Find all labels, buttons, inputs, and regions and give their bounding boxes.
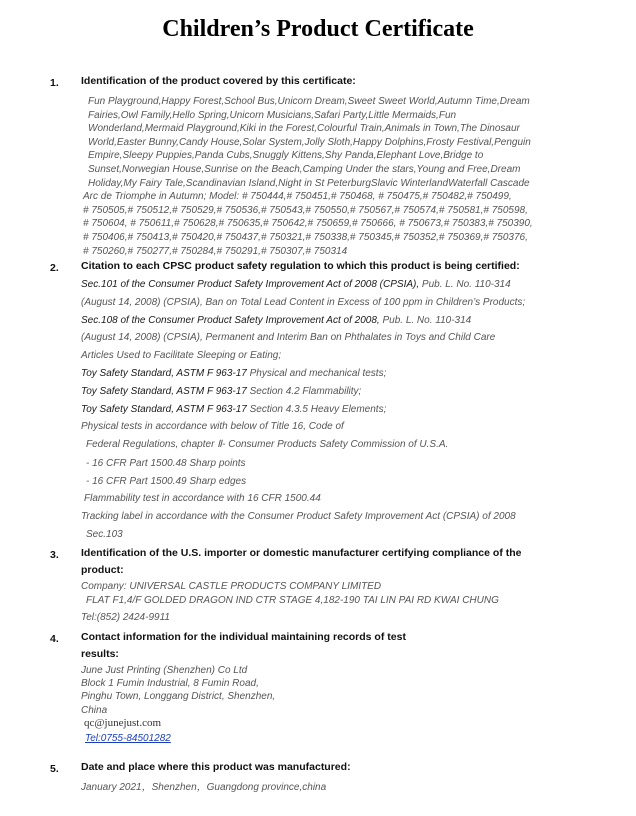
regulation-line: Toy Safety Standard, ASTM F 963-17 Section 4.2 Flammability; xyxy=(81,386,362,397)
regulation-line: Tracking label in accordance with the Consumer Product Safety Improvement Act (CPSIA) of 2008 xyxy=(81,511,516,522)
product-line: Fun Playground,Happy Forest,School Bus,Unicorn Dream,Sweet Sweet World,Autumn Time,Dream xyxy=(88,96,530,107)
model-line: # 750406,# 750413,# 750420,# 750437,# 750321,# 750338,# 750345,# 750352,# 750369,# 750376, xyxy=(83,231,528,243)
regulation-line: Toy Safety Standard, ASTM F 963-17 Physical and mechanical tests; xyxy=(81,368,387,379)
section-1-number: 1. xyxy=(50,77,59,89)
manufacture-date-place: January 2021，Shenzhen，Guangdong province,china xyxy=(81,782,327,793)
section-1-product-list xyxy=(83,95,608,258)
regulation-line: (August 14, 2008) (CPSIA), Ban on Total Lead Content in Excess of 100 ppm in Children’s Products; xyxy=(81,297,526,308)
regulation-line: Sec.108 of the Consumer Product Safety Improvement Act of 2008, Pub. L. No. 110-314 xyxy=(81,315,472,326)
section-4-number: 4. xyxy=(50,633,59,645)
contact-line: Block 1 Fumin Industrial, 8 Fumin Road, xyxy=(81,678,259,689)
section-4-heading: Contact information for the individual maintaining records of test results: xyxy=(81,631,406,660)
product-line: Wonderland,Mermaid Playground,Kiki in the Forest,Colourful Train,Animals in Town,The Dinosaur xyxy=(88,123,520,135)
model-line: # 750604, # 750611,# 750628,# 750635,# 750642,# 750659,# 750666, # 750673,# 750383,# 750390, xyxy=(83,218,533,230)
section-3-number: 3. xyxy=(50,549,59,561)
regulation-line: - 16 CFR Part 1500.48 Sharp points xyxy=(86,458,246,469)
section-5-heading: Date and place where this product was manufactured: xyxy=(81,761,351,773)
regulation-line: Sec.101 of the Consumer Product Safety Improvement Act of 2008 (CPSIA), Pub. L. No. 110-314 xyxy=(81,279,511,290)
contact-email: qc@junejust.com xyxy=(84,717,162,729)
product-line: Fairies,Owl Family,Hello Spring,Unicorn Musicians,Safari Party,Little Mermaids,Fun xyxy=(88,109,457,121)
product-line: World,Easter Bunny,Candy House,Solar System,Jolly Sloth,Happy Dolphins,Frosty Festival,Penguin xyxy=(88,136,531,148)
section-2-heading: Citation to each CPSC product safety regulation to which this product is being certified: xyxy=(81,260,520,272)
regulation-line: - 16 CFR Part 1500.49 Sharp edges xyxy=(86,476,247,487)
product-line: Empire,Sleepy Puppies,Panda Cubs,Snuggly Kittens,Shy Panda,Elephant Love,Bridge to xyxy=(88,150,484,162)
contact-line: China xyxy=(81,705,108,716)
model-line: # 750505,# 750512,# 750529,# 750536,# 750543,# 750550,# 750567,# 750574,# 750581,# 750598, xyxy=(83,204,528,216)
importer-company: Company: UNIVERSAL CASTLE PRODUCTS COMPANY LIMITED xyxy=(81,581,382,592)
importer-phone: Tel:(852) 2424-9911 xyxy=(81,612,170,623)
section-1-heading: Identification of the product covered by this certificate: xyxy=(81,75,356,87)
section-5-number: 5. xyxy=(50,763,59,775)
page-title: Children’s Product Certificate xyxy=(162,16,474,42)
contact-line: Pinghu Town, Longgang District, Shenzhen, xyxy=(81,691,276,702)
regulation-line: Flammability test in accordance with 16 CFR 1500.44 xyxy=(84,493,321,504)
importer-address: FLAT F1,4/F GOLDED DRAGON IND CTR STAGE 4,182-190 TAI LIN PAI RD KWAI CHUNG xyxy=(86,595,499,606)
regulation-line: Federal Regulations, chapter Ⅱ- Consumer Products Safety Commission of U.S.A. xyxy=(86,439,449,450)
contact-line: June Just Printing (Shenzhen) Co Ltd xyxy=(81,665,248,676)
contact-phone-link[interactable]: Tel:0755-84501282 xyxy=(85,733,171,744)
regulation-line: Articles Used to Facilitate Sleeping or Eating; xyxy=(81,350,282,361)
regulation-line: Physical tests in accordance with below of Title 16, Code of xyxy=(81,421,344,432)
section-3-heading: Identification of the U.S. importer or domestic manufacturer certifying compliance of the product: xyxy=(81,547,522,576)
section-2-number: 2. xyxy=(50,262,59,274)
regulation-line: Toy Safety Standard, ASTM F 963-17 Section 4.3.5 Heavy Elements; xyxy=(81,404,387,415)
product-line: Sunset,Norwegian House,Sunrise on the Beach,Camping Under the stars,Young and Free,Dream xyxy=(88,163,521,175)
product-line: Holiday,My Fairy Tale,Scandinavian Island,Night in St PeterburgSlavic WinterlandWaterfall Cascade xyxy=(88,177,530,189)
regulation-line: Sec.103 xyxy=(86,529,123,540)
regulation-line: (August 14, 2008) (CPSIA), Permanent and Interim Ban on Phthalates in Toys and Child Care xyxy=(81,332,496,343)
product-line: Arc de Triomphe in Autumn; Model: # 750444,# 750451,# 750468, # 750475,# 750482,# 750499, xyxy=(83,191,512,203)
model-line: # 750260,# 750277,# 750284,# 750291,# 750307,# 750314 xyxy=(83,245,348,257)
